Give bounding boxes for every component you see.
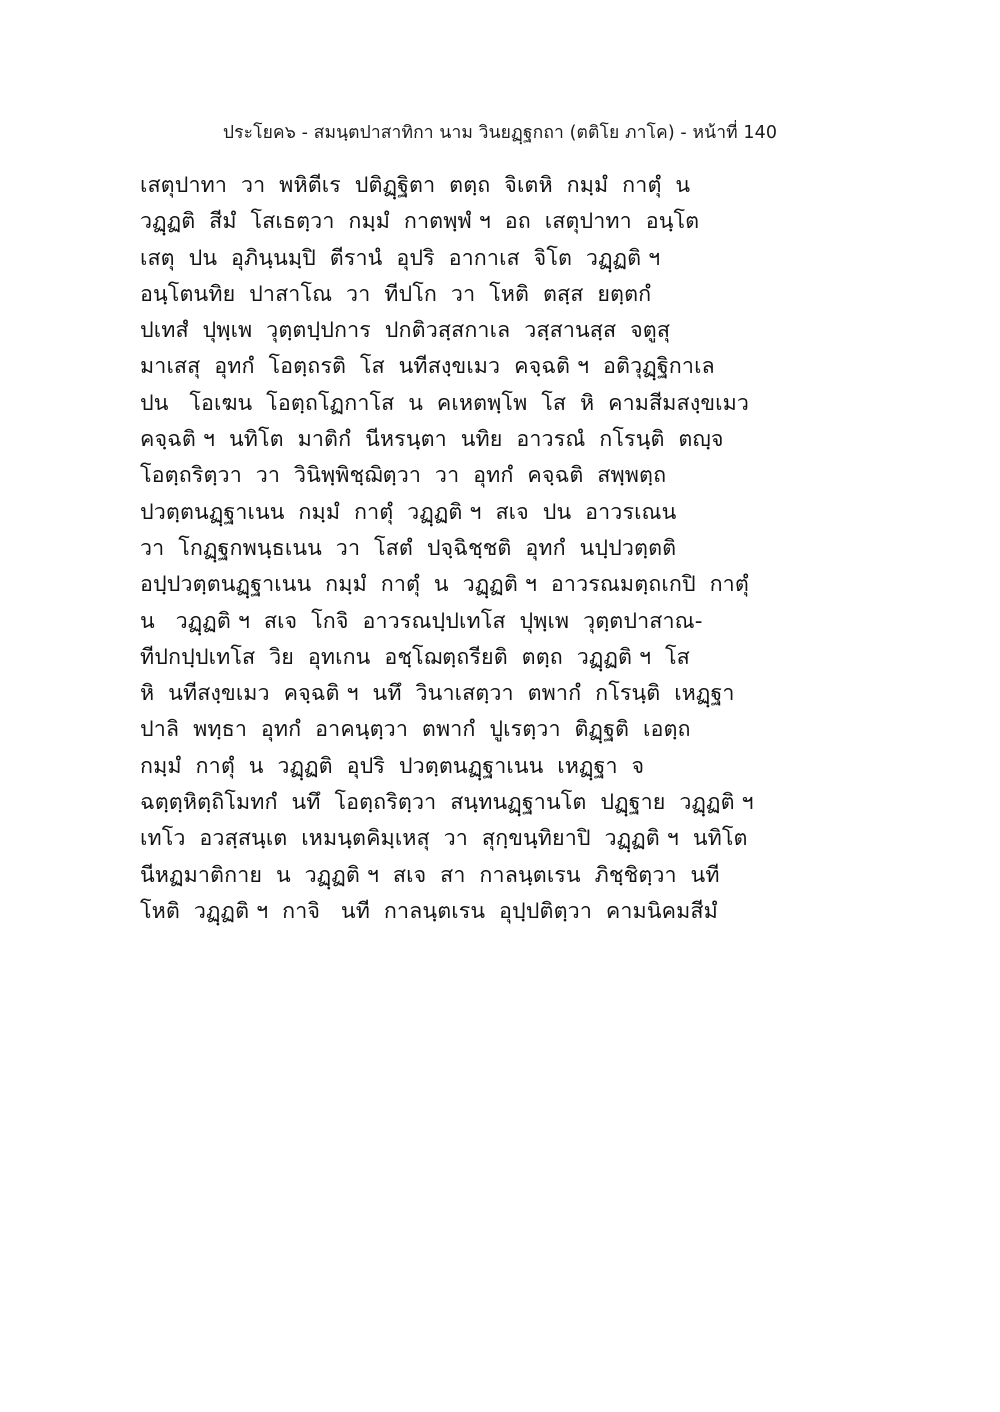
text-line: เสตุ ปน อุภินฺนมฺปิ ตีรานํ อุปริ อากาเส จิโต วฏฺฏติ ฯ: [140, 245, 661, 271]
text-line: นีหฏมาติกาย น วฏฺฏติ ฯ สเจ สา กาลนฺตเรน ภิชฺชิตฺวา นที: [140, 862, 720, 888]
text-line: ทีปกปฺปเทโส วิย อุทเกน อชฺโฌตฺถรียติ ตตฺถ วฏฺฏติ ฯ โส: [140, 644, 690, 670]
text-line: ปเทสํ ปุพฺเพ วุตฺตปฺปการ ปกติวสฺสกาเล วสฺสานสฺส จตูสุ: [140, 318, 671, 344]
text-line: มาเสสุ อุทกํ โอตฺถรติ โส นทีสงฺขเมว คจฺฉติ ฯ อติวุฏฺฐิกาเล: [140, 354, 715, 380]
text-line: กมฺมํ กาตุํ น วฏฺฏติ อุปริ ปวตฺตนฏฺฐาเนน เหฏฺฐา จ: [140, 753, 645, 779]
document-body: [0, 168, 1000, 930]
document-page: [0, 118, 1000, 1412]
text-line: เสตุปาทา วา พหิตีเร ปติฏฺฐิตา ตตฺถ จิเตหิ กมฺมํ กาตุํ น: [140, 173, 691, 198]
text-line: เทโว อวสฺสนฺเต เหมนฺตคิมฺเหสุ วา สุกฺขนฺทิยาปิ วฏฺฏติ ฯ นทิโต: [140, 826, 748, 852]
text-line: ปน โอเฆน โอตฺถโฏกาโส น คเหตพฺโพ โส หิ คามสีมสงฺขเมว: [140, 390, 750, 416]
text-line: โหติ วฏฺฏติ ฯ กาจิ นที กาลนฺตเรน อุปฺปติตฺวา คามนิคมสีมํ: [140, 898, 718, 924]
text-line: หิ นทีสงฺขเมว คจฺฉติ ฯ นทึ วินาเสตฺวา ตพากํ กโรนฺติ เหฏฺฐา: [140, 681, 735, 707]
text-line: วา โกฏฺฐกพนฺธเนน วา โสตํ ปจฺฉิชฺชติ อุทกํ นปฺปวตฺตติ: [140, 535, 677, 561]
page-header: ประโยค๖ - สมนฺตปาสาทิกา นาม วินยฏฺฐกถา (ตติโย ภาโค) - หน้าที่ 140: [222, 123, 778, 143]
text-line: วฏฺฏติ สีมํ โสเธตฺวา กมฺมํ กาตพฺพํ ฯ อถ เสตุปาทา อนฺโต: [140, 209, 700, 235]
text-line: อนฺโตนทิย ปาสาโณ วา ทีปโก วา โหติ ตสฺส ยตฺตกํ: [140, 281, 652, 307]
text-line: น วฏฺฏติ ฯ สเจ โกจิ อาวรณปฺปเทโส ปุพฺเพ วุตฺตปาสาณ-: [140, 608, 703, 634]
text-line: โอตฺถริตฺวา วา วินิพฺพิชฺฌิตฺวา วา อุทกํ คจฺฉติ สพฺพตฺถ: [140, 463, 667, 489]
text-line: ปวตฺตนฏฺฐาเนน กมฺมํ กาตุํ วฏฺฏติ ฯ สเจ ปน อาวรเณน: [140, 499, 677, 525]
text-line: ฉตฺตฺหิตฺถิโมทกํ นทึ โอตฺถริตฺวา สนฺทนฏฺฐานโต ปฏฺฐาย วฏฺฏติ ฯ: [140, 790, 754, 816]
text-line: ปาลิ พทฺธา อุทกํ อาคนฺตฺวา ตพากํ ปูเรตฺวา ติฏฺฐติ เอตฺถ: [140, 717, 691, 743]
text-line: อปฺปวตฺตนฏฺฐาเนน กมฺมํ กาตุํ น วฏฺฏติ ฯ อาวรณมตฺถเกปิ กาตุํ: [140, 572, 749, 598]
text-line: คจฺฉติ ฯ นทิโต มาติกํ นีหรนฺตา นทิย อาวรณํ กโรนฺติ ตญฺจ: [140, 427, 724, 453]
